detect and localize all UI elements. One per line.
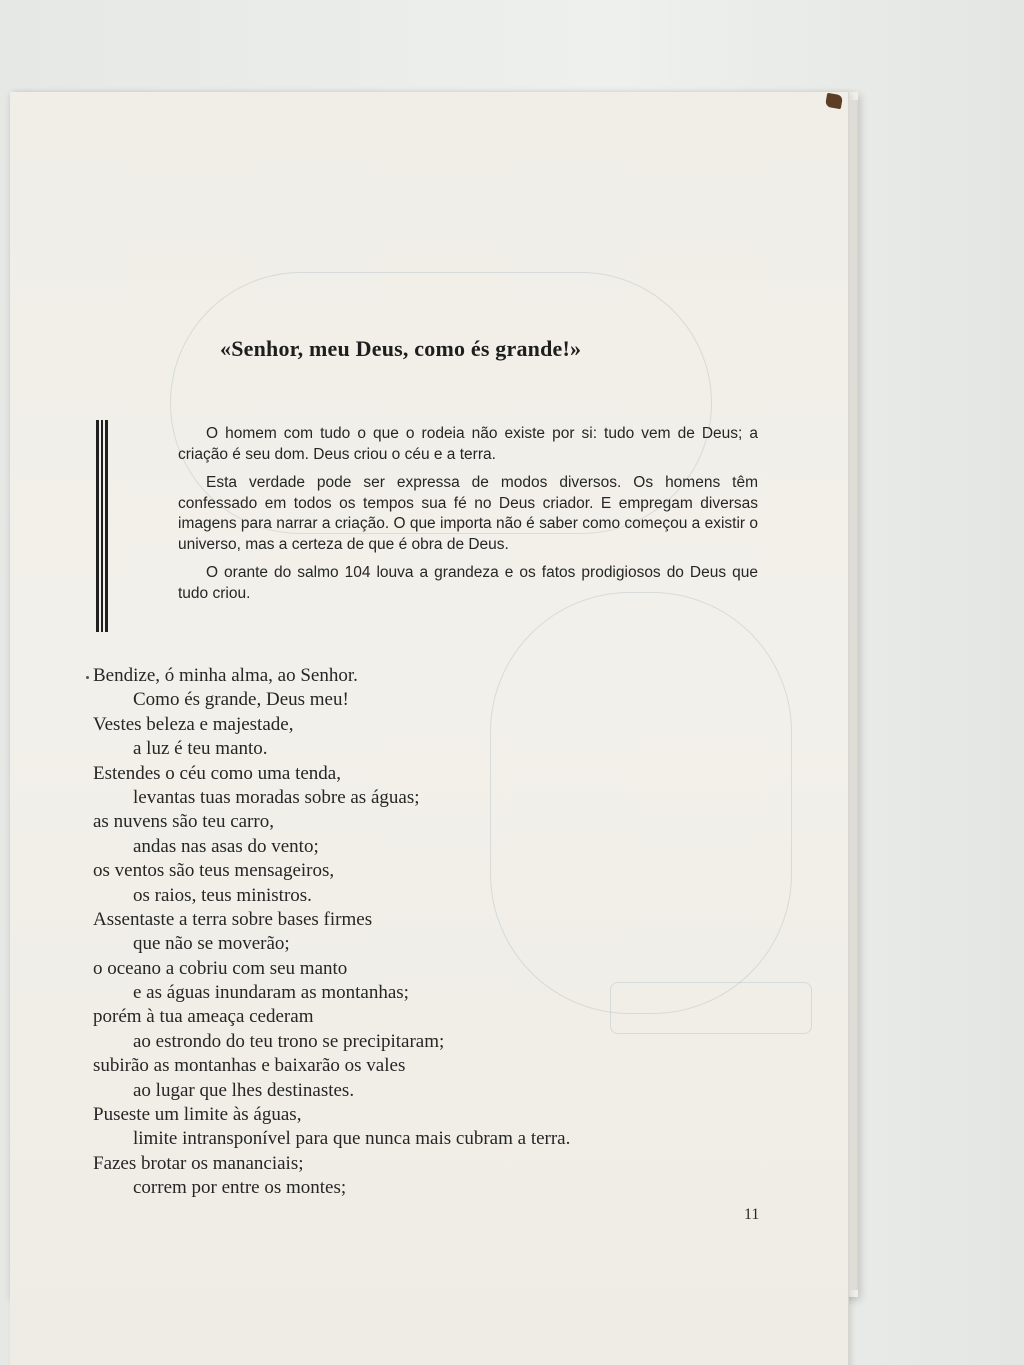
psalm-line: correm por entre os montes;: [133, 1177, 347, 1199]
psalm-line: o oceano a cobriu com seu manto: [93, 957, 348, 979]
margin-dot: [86, 676, 89, 679]
psalm-line: Bendize, ó minha alma, ao Senhor.: [93, 665, 358, 686]
psalm-line: Vestes beleza e majestade,: [93, 713, 294, 735]
psalm-line: porém à tua ameaça cederam: [93, 1006, 314, 1028]
psalm-line: levantas tuas moradas sobre as águas;: [133, 786, 420, 808]
psalm-text: [93, 664, 793, 1201]
psalm-line: Assentaste a terra sobre bases firmes: [93, 908, 373, 930]
psalm-line: os raios, teus ministros.: [133, 884, 312, 906]
psalm-line: a luz é teu manto.: [133, 738, 268, 760]
page-number: 11: [744, 1206, 760, 1223]
psalm-line: Estendes o céu como uma tenda,: [93, 762, 341, 784]
psalm-line: ao lugar que lhes destinastes.: [133, 1079, 355, 1101]
page-title: «Senhor, meu Deus, como és grande!»: [220, 336, 582, 361]
psalm-line: andas nas asas do vento;: [133, 835, 319, 857]
psalm-line: Puseste um limite às águas,: [93, 1104, 302, 1126]
psalm-line: ao estrondo do teu trono se precipitaram;: [133, 1030, 445, 1052]
psalm-line: e as águas inundaram as montanhas;: [133, 982, 409, 1004]
psalm-line: as nuvens são teu carro,: [93, 811, 274, 833]
margin-bars-ornament: [96, 420, 114, 632]
intro-text: [178, 424, 758, 612]
psalm-line: Fazes brotar os mananciais;: [93, 1152, 304, 1174]
intro-paragraph: O orante do salmo 104 louva a grandeza e os fatos prodigiosos do Deus que tudo criou.: [178, 564, 758, 602]
psalm-line: limite intransponível para que nunca mais cubram a terra.: [133, 1128, 571, 1150]
intro-paragraph: Esta verdade pode ser expressa de modos diversos. Os homens têm confessado em todos os tempos sua fé no Deus criador. E empregam diversas imagens para narrar a criação. O que importa não é saber como começou a existir o universo, mas a certeza de que é obra de Deus.: [178, 474, 758, 553]
intro-paragraph: O homem com tudo o que o rodeia não existe por si: tudo vem de Deus; a criação é seu dom. Deus criou o céu e a terra.: [178, 425, 758, 463]
psalm-line: subirão as montanhas e baixarão os vales: [93, 1055, 406, 1077]
psalm-line: Como és grande, Deus meu!: [133, 689, 349, 711]
psalm-line: os ventos são teus mensageiros,: [93, 860, 335, 882]
psalm-line: que não se moverão;: [133, 933, 290, 955]
